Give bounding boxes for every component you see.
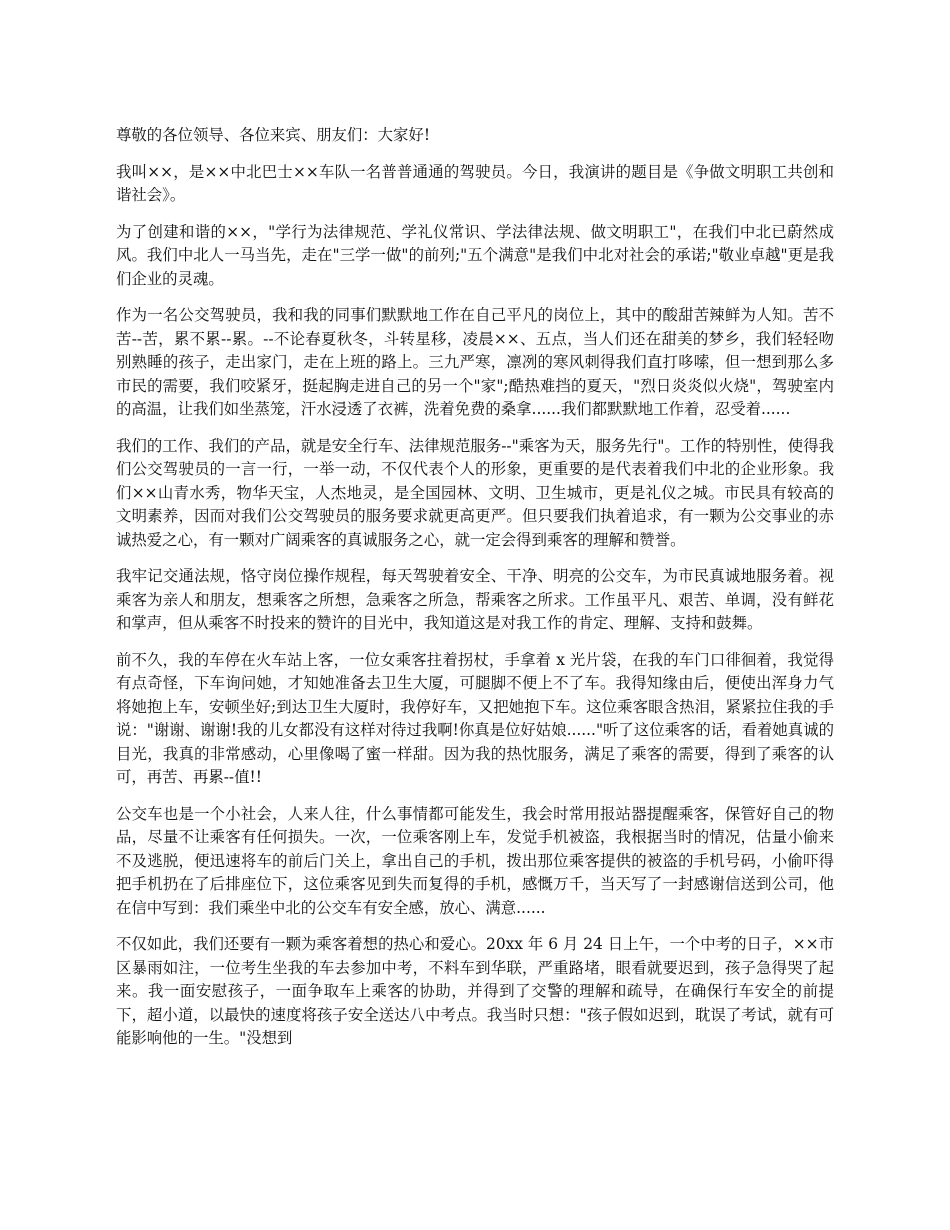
- body-paragraph: 不仅如此，我们还要有一颗为乘客着想的热心和爱心。20xx 年 6 月 24 日上午，一个中考的日子，××市区暴雨如注，一位考生坐我的车去参加中考，不料车到华联，严重路堵，眼看就要迟到，孩子急得哭了起来。我一面安慰孩子，一面争取车上乘客的协助，并得到了交警的理解和疏导，在确保行车安全的前提下，超小道，以最快的速度将孩子安全送达八中考点。我当时只想："孩子假如迟到，耽误了考试，就有可能影响他的一生。"没想到: [116, 935, 834, 1047]
- greeting-paragraph: 尊敬的各位领导、各位来宾、朋友们：大家好!: [116, 126, 430, 144]
- body-paragraph: 我们的工作、我们的产品，就是安全行车、法律规范服务--"乘客为天，服务先行"。工作的特别性，使得我们公交驾驶员的一言一行，一举一动，不仅代表个人的形象，更重要的是代表着我们中北的企业形象。我们××山青水秀，物华天宝，人杰地灵，是全国园林、文明、卫生城市，更是礼仪之城。市民具有较高的文明素养，因而对我们公交驾驶员的服务要求就更高更严。但只要我们执着追求，有一颗为公交事业的赤诚热爱之心，有一颗对广阔乘客的真诚服务之心，就一定会得到乘客的理解和赞誉。: [116, 436, 834, 549]
- body-paragraph: 公交车也是一个小社会，人来人往，什么事情都可能发生，我会时常用报站器提醒乘客，保管好自己的物品，尽量不让乘客有任何损失。一次，一位乘客刚上车，发觉手机被盗，我根据当时的情况，估量小偷来不及逃脱，便迅速将车的前后门关上，拿出自己的手机，拨出那位乘客提供的被盗的手机号码，小偷吓得把手机扔在了后排座位下，这位乘客见到失而复得的手机，感慨万千，当天写了一封感谢信送到公司，他在信中写到：我们乘坐中北的公交车有安全感，放心、满意......: [116, 804, 834, 917]
- body-paragraph: 前不久，我的车停在火车站上客，一位女乘客拄着拐杖，手拿着 x 光片袋，在我的车门口徘徊着，我觉得有点奇怪，下车询问她，才知她准备去卫生大厦，可腿脚不便上不了车。我得知缘由后，便使出浑身力气将她抱上车，安顿坐好;到达卫生大厦时，我停好车，又把她抱下车。这位乘客眼含热泪，紧紧拉住我的手说："谢谢、谢谢!我的儿女都没有这样对待过我啊!你真是位好姑娘......"听了这位乘客的话，看着她真诚的目光，我真的非常感动，心里像喝了蜜一样甜。因为我的热忱服务，满足了乘客的需要，得到了乘客的认可，再苦、再累--值!!: [116, 650, 834, 786]
- intro-paragraph: 我叫××，是××中北巴士××车队一名普普通通的驾驶员。今日，我演讲的题目是《争做文明职工共创和谐社会》。: [116, 162, 834, 204]
- body-paragraph: 为了创建和谐的××，"学行为法律规范、学礼仪常识、学法律法规、做文明职工"，在我们中北已蔚然成风。我们中北人一马当先，走在"三学一做"的前列;"五个满意"是我们中北对社会的承诺;"敬业卓越"更是我们企业的灵魂。: [116, 222, 834, 288]
- body-paragraph: 我牢记交通法规，恪守岗位操作规程，每天驾驶着安全、干净、明亮的公交车，为市民真诚地服务着。视乘客为亲人和朋友，想乘客之所想，急乘客之所急，帮乘客之所求。工作虽平凡、艰苦、单调，没有鲜花和掌声，但从乘客不时投来的赞许的目光中，我知道这是对我工作的肯定、理解、支持和鼓舞。: [116, 567, 834, 632]
- document-body: [116, 124, 834, 1064]
- body-paragraph: 作为一名公交驾驶员，我和我的同事们默默地工作在自己平凡的岗位上，其中的酸甜苦辣鲜为人知。苦不苦--苦，累不累--累。--不论春夏秋冬，斗转星移，凌晨××、五点，当人们还在甜美的梦乡，我们轻轻吻别熟睡的孩子，走出家门，走在上班的路上。三九严寒，凛冽的寒风刺得我们直打哆嗦，但一想到那么多市民的需要，我们咬紧牙，挺起胸走进自己的另一个"家";酷热难挡的夏天，"烈日炎炎似火烧"，驾驶室内的高温，让我们如坐蒸笼，汗水浸透了衣裤，洗着免费的桑拿......我们都默默地工作着，忍受着......: [116, 306, 834, 418]
